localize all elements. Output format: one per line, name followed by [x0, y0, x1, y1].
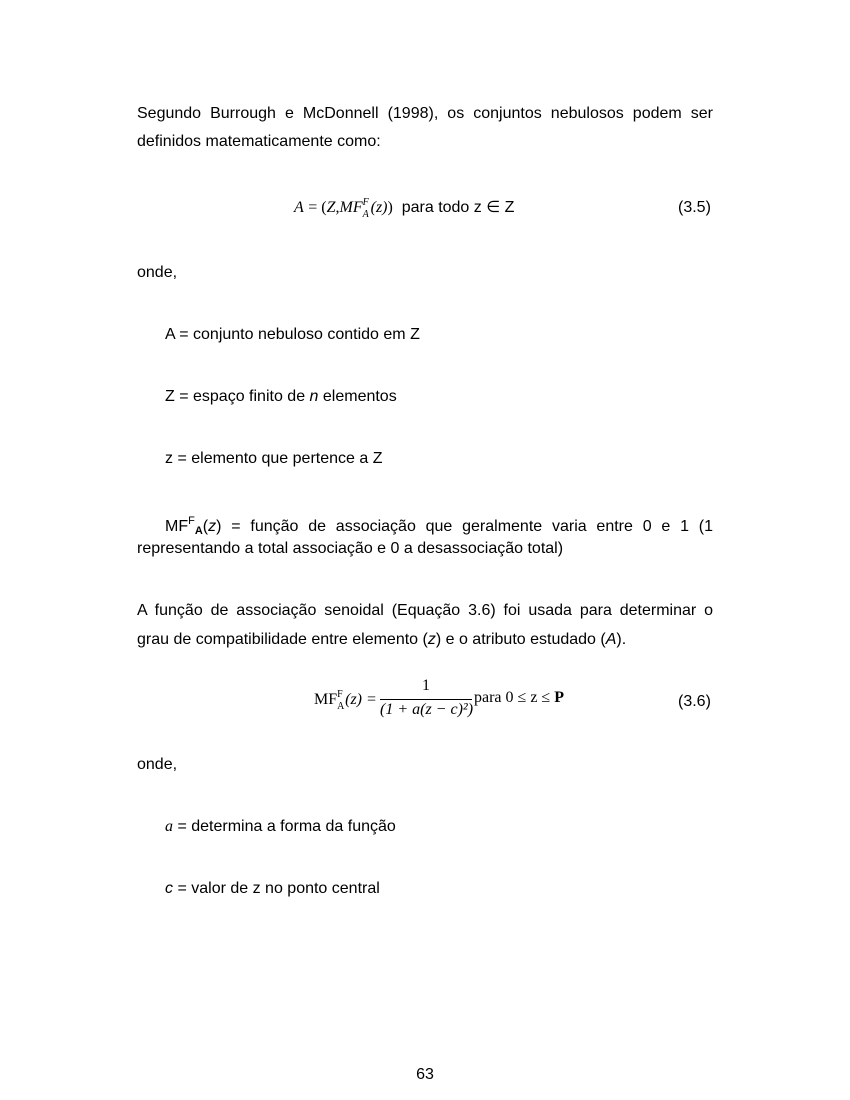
definition-A: A = conjunto nebuloso contido em Z	[165, 326, 420, 343]
definition-MF-name: MF	[165, 518, 189, 535]
eq36-lhs	[314, 690, 377, 710]
paragraph-2-pre: grau de compatibilidade entre elemento (	[137, 631, 428, 648]
definition-Z	[165, 387, 397, 407]
eq35-text: para todo z ∈ Z	[401, 199, 515, 216]
definition-Z-n: n	[309, 388, 319, 405]
definition-a-text: = determina a forma da função	[173, 818, 396, 835]
onde-label-1: onde,	[137, 264, 178, 281]
definition-c	[165, 879, 380, 899]
paragraph-2-post: ).	[616, 631, 627, 648]
definition-MF-paren-close: )	[216, 518, 222, 535]
definition-MF-text: = função de associação que geralmente varia entre 0 e 1 (1	[221, 518, 713, 535]
eq35-MF: MF	[339, 199, 363, 216]
eq35-comma: ,	[335, 199, 340, 216]
eq36-condition	[474, 688, 564, 708]
eq36-lhs-arg: (z) =	[345, 691, 377, 708]
eq36-fraction-bar	[380, 699, 472, 700]
definition-c-symbol: c	[165, 880, 173, 897]
definition-c-text: = valor de z no ponto central	[173, 880, 380, 897]
eq36-sub-A: A	[337, 701, 345, 712]
eq36-denominator: (1 + a(z − c)²)	[380, 701, 474, 718]
onde-label-2: onde,	[137, 756, 178, 773]
definition-MF-line2: representando a total associação e 0 a desassociação total)	[137, 540, 564, 557]
eq36-condition-text: para 0 ≤ z ≤	[474, 689, 551, 706]
eq35-sup-F: F	[362, 197, 369, 208]
eq35-sub-A: A	[362, 209, 369, 220]
equation-number-3-6: (3.6)	[678, 693, 711, 710]
definition-MF-sub: A	[194, 525, 203, 537]
definition-z: z = elemento que pertence a Z	[165, 450, 383, 467]
eq35-A: A	[294, 199, 304, 216]
definition-Z-pre: Z = espaço finito de	[165, 388, 310, 405]
definition-MF-sup: F	[188, 515, 195, 527]
eq35-close: )	[387, 199, 393, 216]
paragraph-2-line2	[137, 630, 626, 650]
intro-paragraph: Segundo Burrough e McDonnell (1998), os conjuntos nebulosos podem ser definidos matematicamente como:	[137, 105, 713, 150]
definition-a	[165, 817, 396, 837]
paragraph-2-z: z	[427, 631, 436, 648]
equation-number-3-5: (3.5)	[678, 199, 711, 216]
eq36-numerator: 1	[422, 677, 430, 694]
eq35-equals: = (	[308, 199, 327, 216]
definition-a-symbol: a	[165, 818, 173, 835]
eq36-condition-P: P	[554, 689, 564, 706]
eq36-sup-F: F	[337, 689, 343, 700]
eq35-Z: Z	[326, 199, 336, 216]
definition-MF-z: z	[208, 518, 217, 535]
paragraph-2-mid: ) e o atributo estudado (	[435, 631, 606, 648]
page-number: 63	[416, 1066, 434, 1083]
definition-MF-paren-open: (	[202, 518, 209, 535]
eq35-arg: (z)	[370, 199, 388, 216]
paragraph-2-line1: A função de associação senoidal (Equação 3.6) foi usada para determinar o	[137, 602, 713, 619]
eq36-fraction	[380, 677, 472, 723]
equation-3-5	[294, 198, 514, 218]
paragraph-2-A: A	[605, 631, 617, 648]
eq36-MF: MF	[314, 691, 338, 708]
definition-Z-post: elementos	[318, 388, 397, 405]
